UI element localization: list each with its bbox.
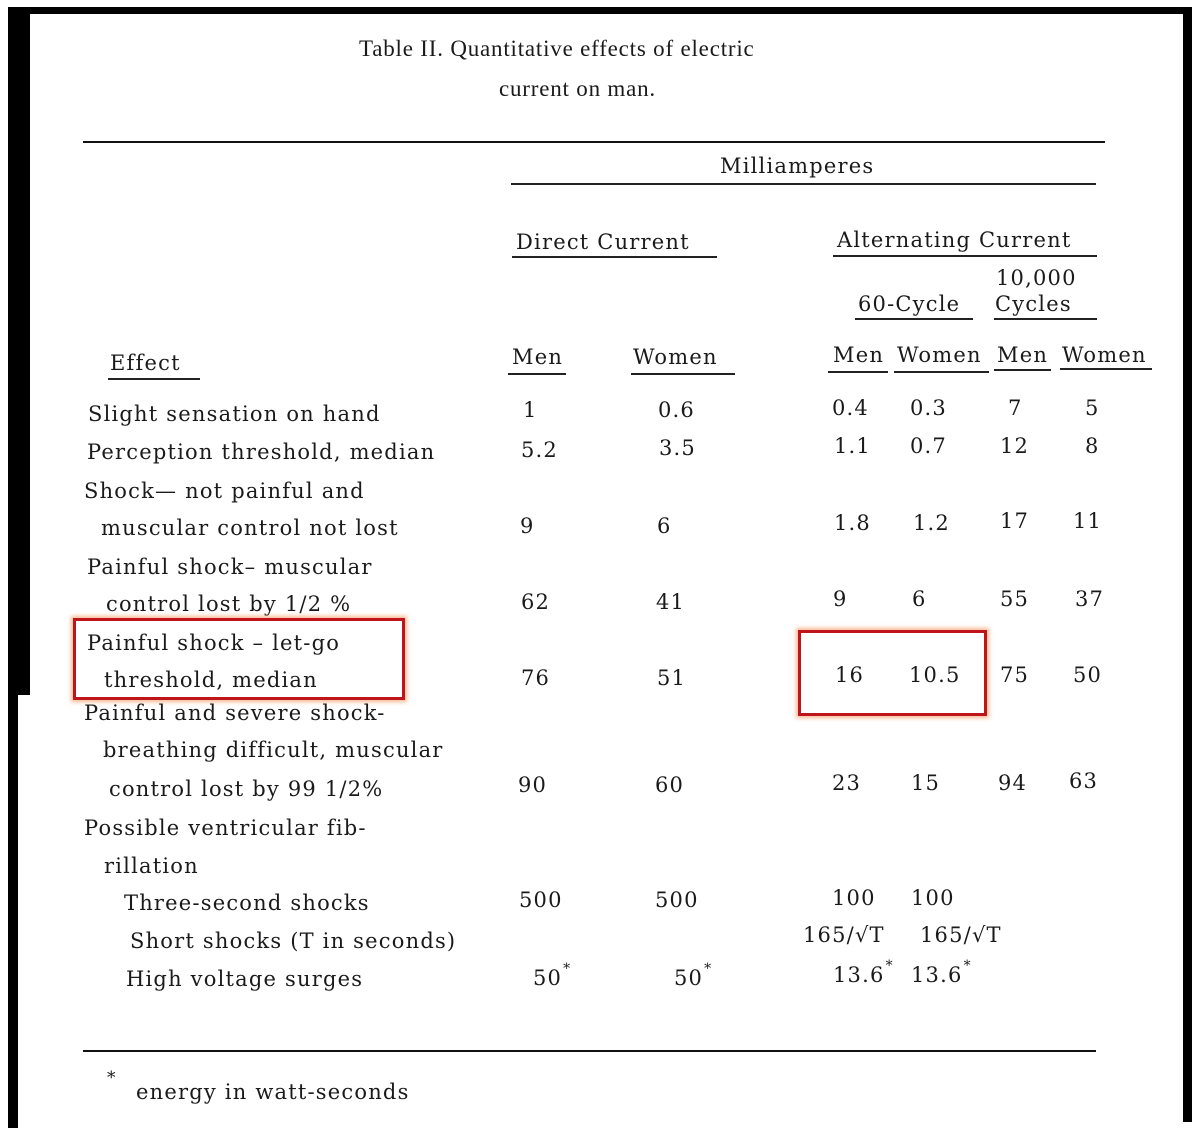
cell-ac60-men: 1.1 <box>834 434 871 458</box>
page-frame-left <box>8 7 30 695</box>
cell-ac60-women: 0.7 <box>910 434 947 458</box>
cell-dc-men: 76 <box>521 666 551 690</box>
header-ac60-women: Women <box>897 343 982 367</box>
dc-women-underline <box>631 373 735 375</box>
cell-ac60-women: 15 <box>911 771 941 795</box>
cell-dc-women: 6 <box>657 514 672 538</box>
cell-ac10k-women: 8 <box>1085 434 1100 458</box>
unit-underline <box>511 183 1096 185</box>
cell-ac60-women: 1.2 <box>913 511 950 535</box>
bottom-rule <box>83 1050 1096 1052</box>
value: 13.6 <box>911 963 963 987</box>
header-dc: Direct Current <box>516 230 690 254</box>
effect-label: threshold, median <box>104 668 318 692</box>
header-10k-line2: Cycles <box>995 292 1072 316</box>
header-60cycle: 60-Cycle <box>858 292 961 316</box>
cell-dc-women: 41 <box>656 590 686 614</box>
cell-ac10k-men: 94 <box>998 771 1028 795</box>
cell-ac10k-men: 12 <box>1000 434 1030 458</box>
footnote-mark: * <box>704 961 713 977</box>
cell-ac60-women <box>911 958 972 987</box>
effect-label: Slight sensation on hand <box>88 402 381 426</box>
cell-ac10k-women: 11 <box>1073 509 1103 533</box>
dc-men-underline <box>508 373 566 375</box>
cell-ac10k-men: 17 <box>1000 509 1030 533</box>
cell-ac10k-women: 63 <box>1069 769 1099 793</box>
header-ac: Alternating Current <box>837 228 1072 252</box>
cell-ac60-women: 100 <box>911 886 955 910</box>
cell-dc-women <box>674 961 713 990</box>
cell-dc-men <box>533 961 572 990</box>
table-title-line2: current on man. <box>499 76 656 101</box>
value: 50 <box>533 966 563 990</box>
page-frame-right <box>1183 7 1192 1122</box>
value: 13.6 <box>833 963 885 987</box>
table-title-line1: Table II. Quantitative effects of electric <box>359 36 755 61</box>
cell-ac60-men: 9 <box>833 587 848 611</box>
10k-underline <box>994 318 1097 320</box>
effect-label: Painful shock– muscular <box>87 555 373 579</box>
effect-label: Shock— not painful and <box>84 479 365 503</box>
cell-dc-men: 5.2 <box>521 438 558 462</box>
ac10k-men-underline <box>994 369 1051 371</box>
effect-label: rillation <box>104 854 199 878</box>
header-ac60-men: Men <box>833 343 885 367</box>
cell-dc-men: 1 <box>523 398 538 422</box>
ac60-women-underline <box>894 371 989 373</box>
cell-ac60-men: 100 <box>832 886 876 910</box>
page-frame-top <box>8 7 1192 14</box>
cell-dc-women: 3.5 <box>659 436 696 460</box>
header-unit: Milliamperes <box>720 154 875 178</box>
effect-label: Perception threshold, median <box>87 440 436 464</box>
header-effect: Effect <box>110 351 181 375</box>
footnote-mark: * <box>963 958 972 974</box>
cell-ac10k-men: 55 <box>1000 587 1030 611</box>
cell-ac60-women: 10.5 <box>909 663 961 687</box>
ac10k-women-underline <box>1060 368 1152 370</box>
footnote-mark: * <box>563 961 572 977</box>
header-dc-women: Women <box>633 345 718 369</box>
cell-ac60-men: 23 <box>832 771 862 795</box>
footnote-mark: * <box>107 1068 117 1088</box>
footnote-mark: * <box>885 958 894 974</box>
cell-ac60-men: 1.8 <box>834 511 871 535</box>
cell-dc-men: 62 <box>521 590 551 614</box>
top-rule <box>83 141 1105 143</box>
cell-ac60-women: 0.3 <box>910 396 947 420</box>
effect-label: Painful shock – let-go <box>87 631 341 655</box>
cell-dc-men: 90 <box>518 773 548 797</box>
header-10k-line1: 10,000 <box>996 266 1077 290</box>
effect-label: Painful and severe shock- <box>84 701 386 725</box>
cell-dc-women: 500 <box>655 888 699 912</box>
cell-ac60-men: 16 <box>835 663 865 687</box>
ac60-men-underline <box>828 371 888 373</box>
cell-ac60-men: 165/√T <box>803 923 885 947</box>
cell-ac10k-women: 37 <box>1075 587 1105 611</box>
effect-label: High voltage surges <box>126 967 364 991</box>
ac-underline <box>833 255 1097 257</box>
cell-dc-women: 0.6 <box>658 398 695 422</box>
cell-ac60-men: 0.4 <box>832 396 869 420</box>
header-ac10k-women: Women <box>1062 343 1147 367</box>
effect-label: breathing difficult, muscular <box>103 738 444 762</box>
cell-ac10k-women: 50 <box>1073 663 1103 687</box>
cell-ac10k-women: 5 <box>1085 396 1100 420</box>
effect-label: Possible ventricular fib- <box>84 816 367 840</box>
effect-label: muscular control not lost <box>101 516 399 540</box>
cell-ac60-women: 165/√T <box>920 923 1002 947</box>
page-frame-left-lower <box>8 695 18 1128</box>
cell-ac10k-men: 75 <box>1000 663 1030 687</box>
effect-label: control lost by 99 1/2% <box>109 777 384 801</box>
cell-dc-women: 51 <box>657 666 687 690</box>
header-dc-men: Men <box>512 345 564 369</box>
cell-ac60-men <box>833 958 894 987</box>
cell-ac60-women: 6 <box>912 587 927 611</box>
footnote-text: energy in watt-seconds <box>136 1080 410 1104</box>
cell-dc-men: 500 <box>519 888 563 912</box>
cell-dc-men: 9 <box>520 514 535 538</box>
60cycle-underline <box>855 318 973 320</box>
cell-dc-women: 60 <box>655 773 685 797</box>
value: 50 <box>674 966 704 990</box>
effect-label: Short shocks (T in seconds) <box>130 929 457 953</box>
effect-underline <box>108 378 200 380</box>
effect-label: Three-second shocks <box>124 891 370 915</box>
header-ac10k-men: Men <box>997 343 1049 367</box>
dc-underline <box>512 256 717 258</box>
effect-label: control lost by 1/2 % <box>106 592 352 616</box>
cell-ac10k-men: 7 <box>1008 396 1023 420</box>
